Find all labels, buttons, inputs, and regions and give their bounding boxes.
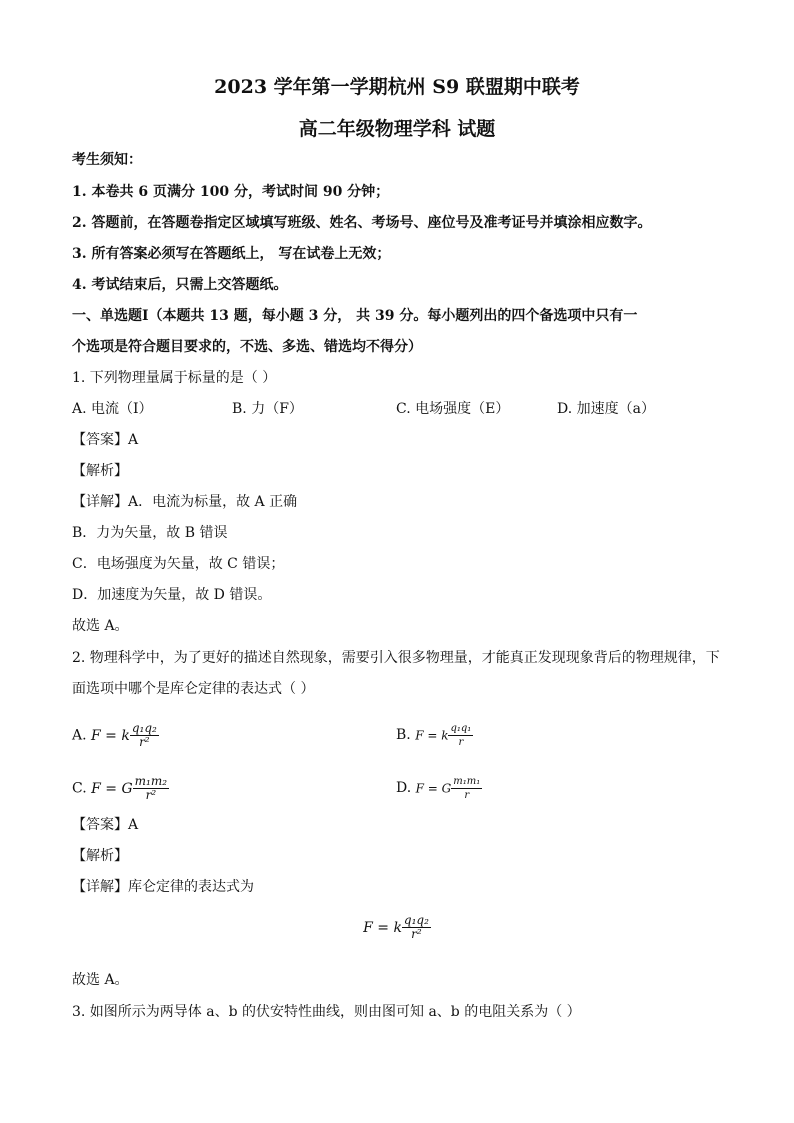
notice-item: 2. 答题前，在答题卷指定区域填写班级、姓名、考场号、座位号及准考证号并填涂相应数字。 (72, 215, 652, 231)
q1-option-b: B. 力（F） (232, 401, 303, 417)
q1-detail-line: D．加速度为矢量，故 D 错误。 (72, 587, 272, 603)
formula-lhs: F = k (415, 728, 449, 743)
notice-item: 1. 本卷共 6 页满分 100 分，考试时间 90 分钟； (72, 184, 390, 200)
formula-b (415, 723, 473, 748)
formula-lhs: F = G (91, 780, 133, 797)
formula-fraction (130, 722, 159, 749)
formula-lhs: F = k (363, 919, 402, 936)
q2-detail-line: 【详解】库仑定律的表达式为 (72, 879, 254, 895)
q1-detail-line: B．力为矢量，故 B 错误 (72, 525, 228, 541)
formula-fraction (402, 914, 431, 941)
numerator: m₁m₁ (453, 776, 481, 787)
q2-option-a (72, 722, 159, 749)
q2-conclusion: 故选 A。 (72, 972, 129, 988)
q2-option-d (396, 775, 482, 802)
q1-option-c: C. 电场强度（E） (396, 401, 510, 417)
q2-answer: 【答案】A (72, 817, 139, 833)
q1-answer: 【答案】A (72, 432, 139, 448)
q1-detail-line: C．电场强度为矢量，故 C 错误； (72, 556, 285, 572)
numerator: q₁q₁ (450, 723, 472, 734)
q2-option-b (396, 722, 473, 749)
numerator: q₁q₂ (403, 913, 429, 927)
exam-title: 2023 学年第一学期杭州 S9 联盟期中联考 (214, 76, 580, 98)
question-3-stem: 3. 如图所示为两导体 a、b 的伏安特性曲线，则由图可知 a、b 的电阻关系为（ ） (72, 1004, 581, 1020)
formula-fraction (448, 722, 473, 749)
question-2-stem-cont: 面选项中哪个是库仑定律的表达式（ ） (72, 681, 315, 697)
denominator: r² (139, 735, 150, 749)
option-label: C. (72, 780, 87, 797)
denominator: r² (411, 927, 422, 941)
formula-d (415, 776, 483, 801)
formula-a (91, 721, 159, 749)
formula-center (363, 913, 431, 941)
q1-conclusion: 故选 A。 (72, 618, 129, 634)
numerator: m₁m₂ (134, 774, 168, 788)
section-heading-cont: 个选项是符合题目要求的，不选、多选、错选均不得分） (72, 339, 422, 355)
question-1-stem: 1. 下列物理量属于标量的是（ ） (72, 370, 277, 386)
q2-option-c (72, 775, 169, 802)
question-2-stem: 2. 物理科学中，为了更好的描述自然现象，需要引入很多物理量，才能真正发现现象背后的物理规律，下 (72, 650, 720, 666)
notice-item: 4. 考试结束后，只需上交答题纸。 (72, 277, 288, 293)
q1-option-a: A. 电流（I） (72, 401, 153, 417)
q2-analysis-label: 【解析】 (72, 848, 128, 864)
option-label: B. (396, 727, 411, 743)
formula-fraction (451, 775, 482, 802)
q1-option-d: D. 加速度（a） (557, 401, 655, 417)
q1-detail-line: 【详解】A．电流为标量，故 A 正确 (72, 494, 298, 510)
denominator: r (464, 790, 470, 801)
denominator: r² (145, 788, 157, 802)
notice-item: 3. 所有答案必须写在答题纸上， 写在试卷上无效； (72, 246, 391, 262)
option-label: A. (72, 727, 87, 744)
q1-analysis-label: 【解析】 (72, 463, 128, 479)
formula-c (91, 774, 169, 802)
notice-heading: 考生须知： (72, 152, 142, 168)
exam-subtitle: 高二年级物理学科 试题 (298, 118, 496, 140)
denominator: r (458, 737, 464, 748)
formula-fraction (133, 775, 169, 802)
option-label: D. (396, 780, 412, 796)
numerator: q₁q₂ (131, 721, 157, 735)
formula-lhs: F = k (91, 727, 130, 744)
formula-lhs: F = G (415, 781, 452, 796)
coulomb-formula (0, 914, 794, 941)
section-heading: 一、单选题Ⅰ（本题共 13 题，每小题 3 分， 共 39 分。每小题列出的四个备选项中只有一 (72, 308, 638, 324)
